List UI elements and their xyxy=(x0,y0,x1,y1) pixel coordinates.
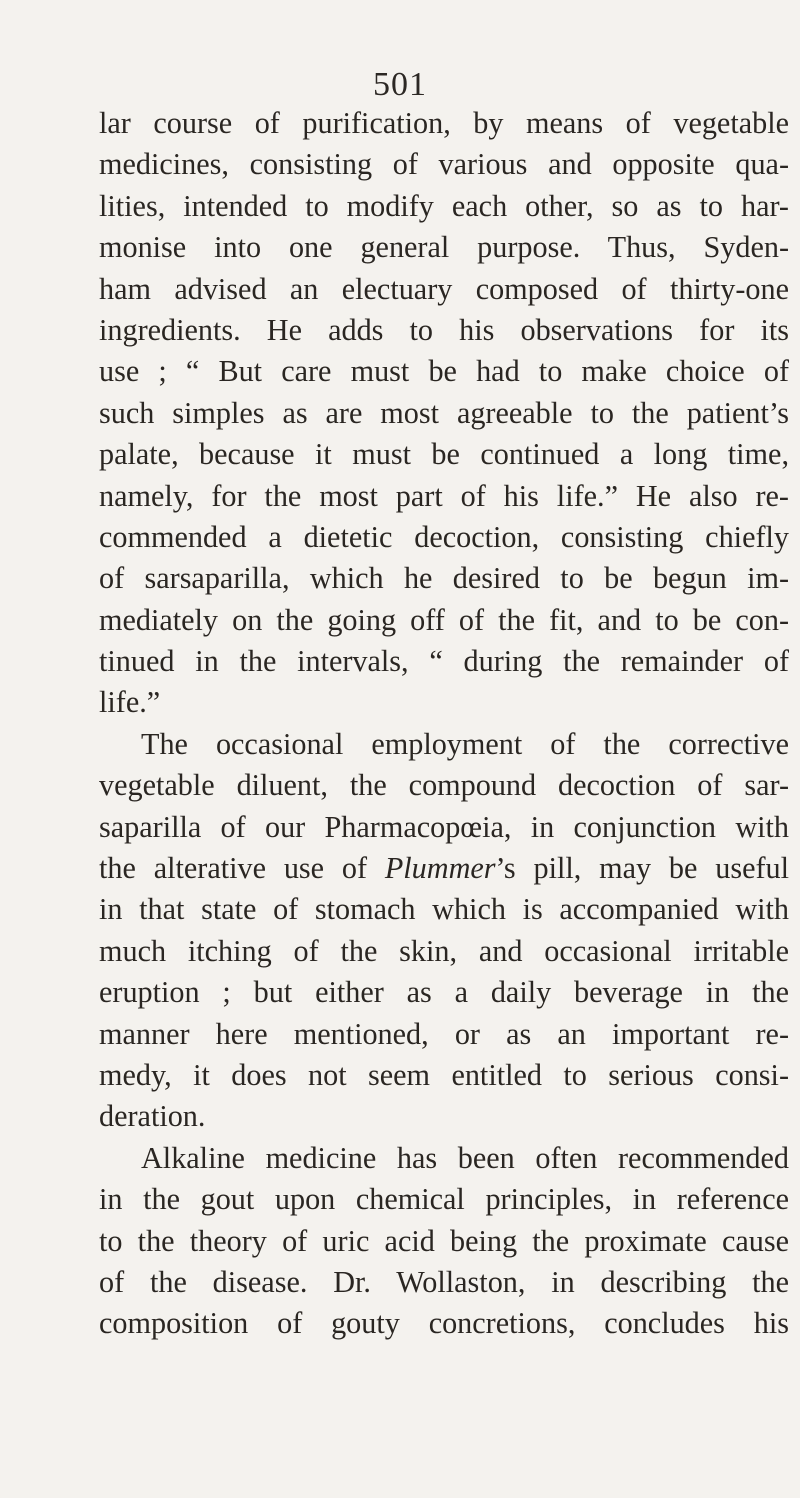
text-line: to the theory of uric acid being the proximate cause xyxy=(99,1223,789,1258)
text-line: lar course of purification, by means of vegetable xyxy=(99,106,789,140)
text-line: ham advised an electuary composed of thirty-one xyxy=(99,271,789,306)
body-text xyxy=(99,103,789,1345)
text-line: mediately on the going off of the fit, and to be con- xyxy=(99,602,789,637)
italic-name: Plummer xyxy=(384,851,496,886)
text-line: eruption ; but either as a daily beverage in the xyxy=(99,975,789,1010)
text-line: in the gout upon chemical principles, in reference xyxy=(99,1182,789,1217)
text-line: of the disease. Dr. Wollaston, in describing the xyxy=(99,1264,789,1299)
text-line: namely, for the most part of his life.” He also re- xyxy=(99,478,789,513)
text-line xyxy=(99,848,789,889)
text-line: medy, it does not seem entitled to serious consi- xyxy=(99,1057,789,1092)
page-number: 501 xyxy=(373,66,427,103)
text-line: commended a dietetic decoction, consisting chiefly xyxy=(99,519,789,554)
text-line: tinued in the intervals, “ during the remainder of xyxy=(99,644,789,679)
text-line: much itching of the skin, and occasional irritable xyxy=(99,933,789,968)
text-line: monise into one general purpose. Thus, Syden- xyxy=(99,230,789,265)
text-line: such simples as are most agreeable to the patient’s xyxy=(99,395,789,430)
text-line: of sarsaparilla, which he desired to be begun im- xyxy=(99,561,789,596)
text-line: ingredients. He adds to his observations for its xyxy=(99,312,789,347)
text-run: ’s pill, may be useful xyxy=(495,851,789,886)
text-line: life.” xyxy=(99,685,161,720)
text-line: manner here mentioned, or as an important re- xyxy=(99,1016,789,1051)
paragraph-first-line: The occasional employment of the corrective xyxy=(141,726,789,761)
text-line: saparilla of our Pharmacopœia, in conjunction with xyxy=(99,809,789,844)
text-line: composition of gouty concretions, concludes his xyxy=(99,1306,789,1341)
paragraph-first-line: Alkaline medicine has been often recommended xyxy=(141,1140,789,1175)
text-line: lities, intended to modify each other, so as to har- xyxy=(99,188,789,223)
text-line: in that state of stomach which is accompanied with xyxy=(99,892,789,927)
text-line: use ; “ But care must be had to make choice of xyxy=(99,354,789,389)
text-line: medicines, consisting of various and opposite qua- xyxy=(99,147,789,182)
text-line: vegetable diluent, the compound decoction of sar- xyxy=(99,768,789,803)
text-run: the alterative use of xyxy=(99,851,385,886)
text-line: deration. xyxy=(99,1099,206,1134)
text-line: palate, because it must be continued a long time, xyxy=(99,437,789,472)
